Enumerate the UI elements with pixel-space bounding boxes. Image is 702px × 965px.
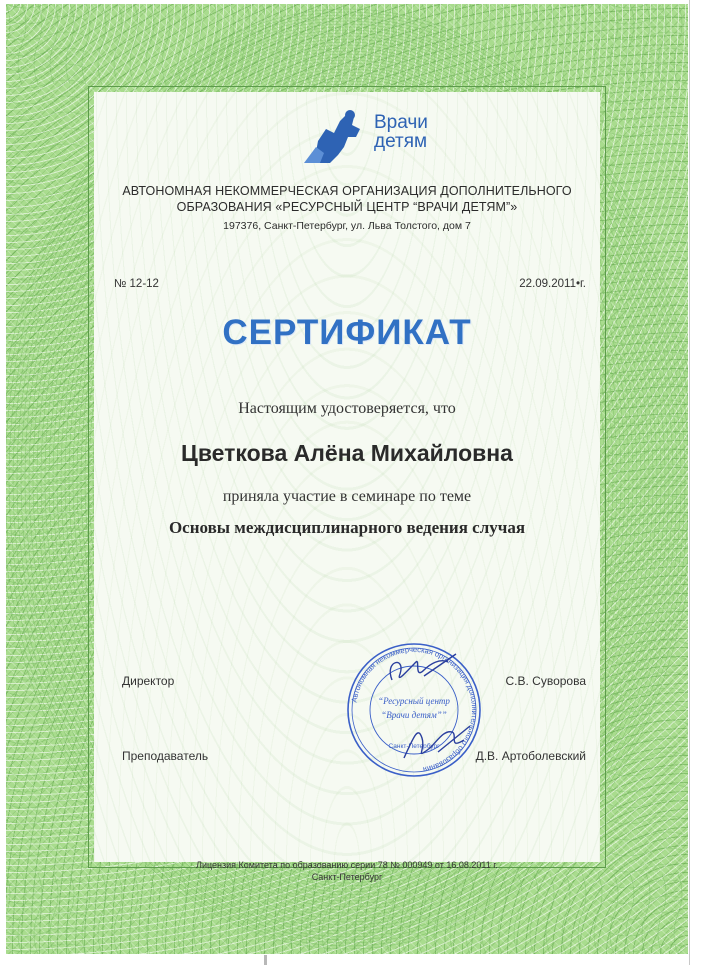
organization-stamp	[344, 640, 484, 780]
certificate-body	[94, 92, 600, 882]
child-silhouette-icon	[304, 107, 374, 167]
director-role: Директор	[122, 674, 175, 688]
certificate-number: № 12-12	[114, 278, 159, 290]
page-edge	[689, 0, 690, 965]
logo-line-1: Врачи	[374, 112, 428, 133]
stamp-ring-text: Автономная некоммерческая организация дополнительного образования	[349, 644, 480, 775]
page-bottom-mark	[264, 955, 267, 965]
stamp-center-line-2: “Врачи детям””	[381, 710, 447, 720]
seminar-topic: Основы междисциплинарного ведения случая	[168, 518, 526, 537]
logo-line-2: детям	[374, 131, 428, 152]
page-margin	[688, 0, 702, 965]
organization-name-line-2: ОБРАЗОВАНИЯ «РЕСУРСНЫЙ ЦЕНТР “ВРАЧИ ДЕТЯМ”»	[176, 200, 518, 214]
certificate	[6, 4, 688, 954]
recipient-name: Цветкова Алёна Михайловна	[181, 440, 513, 466]
stamp-bottom-text: Санкт-Петербург	[388, 743, 440, 750]
organization-name-line-1: АВТОНОМНАЯ НЕКОММЕРЧЕСКАЯ ОРГАНИЗАЦИЯ ДОПОЛНИТЕЛЬНОГО	[122, 184, 572, 198]
certificate-date: 22.09.2011•г.	[519, 278, 586, 290]
stamp-center-line-1: “Ресурсный центр	[378, 696, 450, 706]
license-text: Лицензия Комитета по образованию серии 78 № 000949 от 16.08.2011 г.	[196, 860, 498, 870]
participation-text: приняла участие в семинаре по теме	[222, 488, 472, 505]
teacher-role: Преподаватель	[122, 749, 209, 763]
organization-address: 197376, Санкт-Петербург, ул. Льва Толстого, дом 7	[223, 220, 471, 232]
certificate-title: СЕРТИФИКАТ	[222, 313, 472, 352]
confirmation-text: Настоящим удостоверяется, что	[238, 400, 456, 417]
director-name: С.В. Суворова	[505, 674, 586, 688]
footer-city: Санкт-Петербург	[311, 872, 383, 882]
teacher-name: Д.В. Артоболевский	[475, 749, 586, 763]
organization-logo	[304, 107, 434, 167]
